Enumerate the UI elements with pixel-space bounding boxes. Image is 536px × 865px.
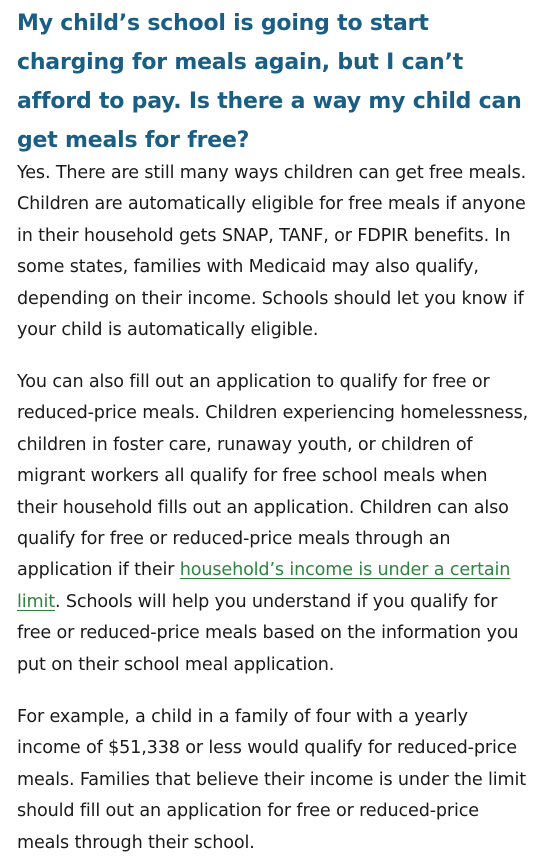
answer-paragraph-3: For example, a child in a family of four with a yearly income of $51,338 or less would qualify for reduced-price meals. Families that believe their income is under the limit should fill out an application for free or reduced-price meals through their school. bbox=[17, 707, 526, 853]
answer-paragraph-2-text-before-link: You can also fill out an application to qualify for free or reduced-price meals. Children experiencing homelessness, children in foster care, runaway youth, or children of migrant workers all qualify for free school meals when their household fills out an application. Children can also qualify for free or reduced-price meals through an application if their bbox=[17, 372, 529, 581]
answer-paragraph-2 bbox=[17, 367, 529, 681]
answer-paragraph-1: Yes. There are still many ways children can get free meals. Children are automatically eligible for free meals if anyone in their household gets SNAP, TANF, or FDPIR benefits. In some states, families with Medicaid may also qualify, depending on their income. Schools should let you know if your child is automatically eligible. bbox=[17, 163, 527, 341]
income-limit-link[interactable]: household’s income is under a certain limit bbox=[17, 560, 511, 612]
question-heading: My child’s school is going to start charging for meals again, but I can’t afford to pay. Is there a way my child can get meals for free? bbox=[17, 11, 522, 153]
answer-paragraph-2-text-after-link: . Schools will help you understand if you qualify for free or reduced-price meals based on the information you put on their school meal application. bbox=[17, 591, 519, 675]
